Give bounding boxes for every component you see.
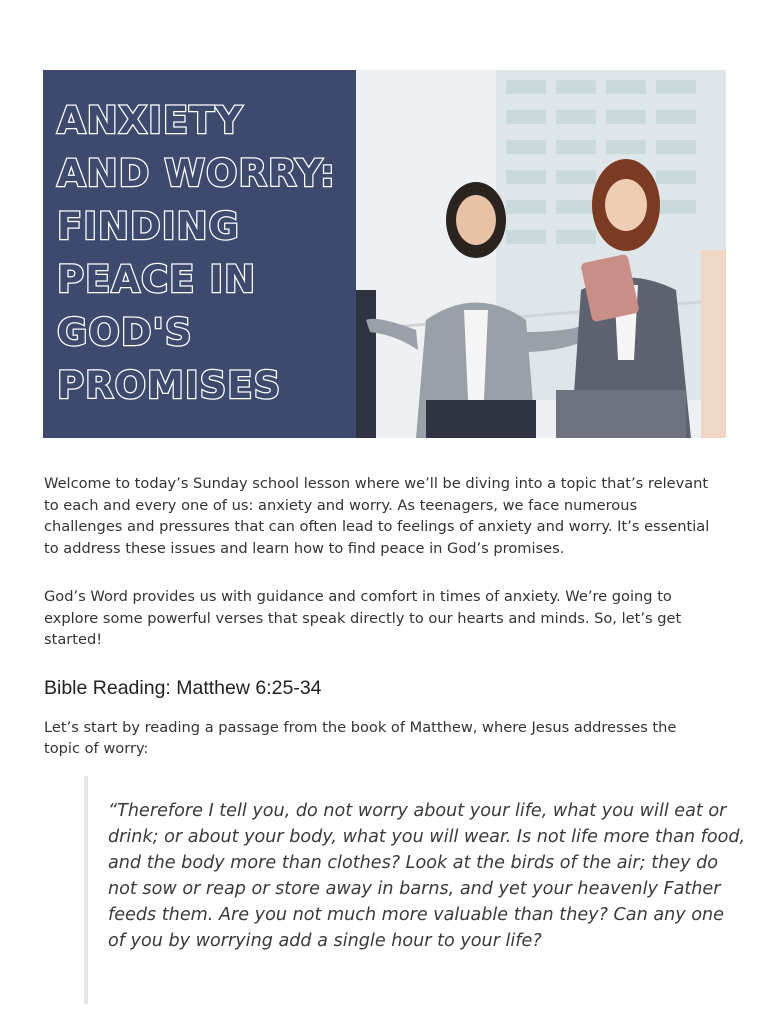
section-heading: Bible Reading: Matthew 6:25-34 — [44, 676, 322, 699]
intro-paragraph-2: God’s Word provides us with guidance and comfort in times of anxiety. We’re going to explore some powerful verses that speak directly to our hearts and minds. So, let’s get started! — [44, 588, 682, 649]
scripture-quote-text: “Therefore I tell you, do not worry about your life, what you will eat or drink; or about your body, what you will wear. Is not life more than food, and the body more than clothes? Look at the birds of the air; they do not sow or reap or store away in barns, and yet your heavenly Father feeds them. Are you not much more valuable than they? Can any one of you by worrying add a single hour to your life? — [108, 801, 746, 951]
hero-banner — [43, 70, 726, 438]
hero-title-panel — [43, 70, 356, 438]
people-photo-icon — [356, 70, 726, 438]
page-title: ANXIETY AND WORRY: FINDING PEACE IN GOD'S PROMISES — [57, 99, 336, 407]
hero-photo — [356, 70, 726, 438]
scripture-quote — [84, 776, 754, 1004]
article-body — [44, 473, 716, 760]
intro-paragraph-1: Welcome to today’s Sunday school lesson where we’ll be diving into a topic that’s relevant to each and every one of us: anxiety and worry. As teenagers, we face numerous challenges and pressures that can often lead to feelings of anxiety and worry. It’s essential to address these issues and learn how to find peace in God’s promises. — [44, 475, 710, 557]
section-lead-paragraph: Let’s start by reading a passage from the book of Matthew, where Jesus addresses the topic of worry: — [44, 718, 677, 758]
